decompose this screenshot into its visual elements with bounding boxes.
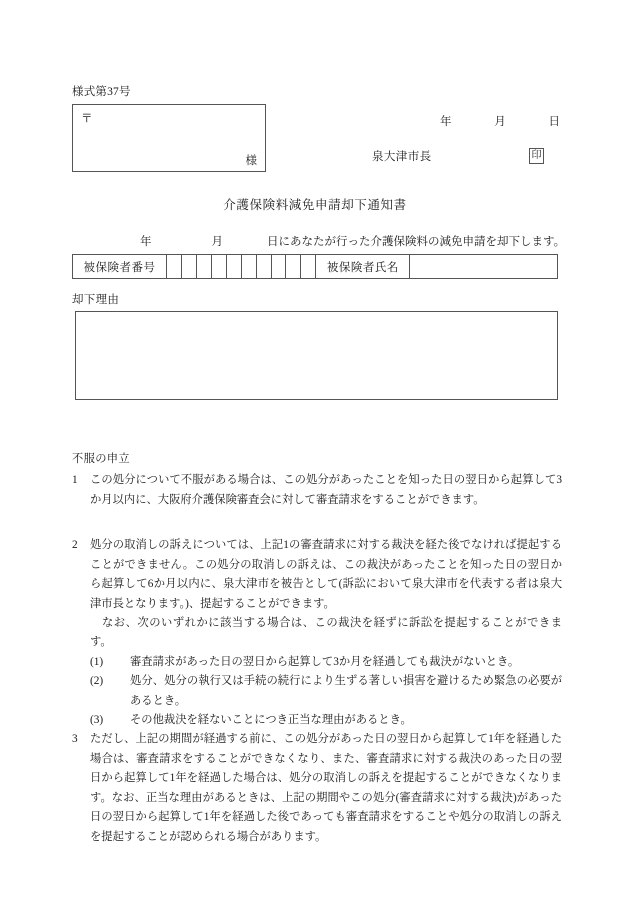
insured-number-digit-5[interactable] [226,255,241,279]
appeal-section [72,450,562,847]
issue-date-line [440,113,560,129]
postal-code-mark: 〒 [81,113,93,125]
insured-number-digit-6[interactable] [241,255,256,279]
appeal-item-2 [72,536,562,614]
issue-date-month-label: 月 [494,116,506,128]
appeal-heading: 不服の申立 [72,453,130,465]
appeal-item-1-text: この処分について不服がある場合は、この処分があったことを知った日の翌日から起算して3か月以内に、大阪府介護保険審査会に対して審査請求をすることができます。 [90,474,562,506]
seal-stamp-box: 印 [529,148,544,164]
appeal-item-2-text: 処分の取消しの訴えについては、上記1の審査請求に対する裁決を経た後でなければ提起することができません。この処分の取消しの訴えは、この裁決があったことを知った日の翌日から起算して6か月以内に、泉大津市を被告として(訴訟において泉大津市を代表する者は泉大津市長となります。)、提起することができます。 [90,539,562,610]
insured-name-value[interactable] [410,255,558,279]
list-item [72,672,562,711]
addressee-box[interactable] [72,104,266,172]
appeal-item-3-number: 3 [72,733,78,746]
insured-number-digit-3[interactable] [196,255,211,279]
exception-3-text: その他裁決を経ないことにつき正当な理由があるとき。 [130,714,412,727]
statement-line [72,233,566,249]
issue-date-year-label: 年 [440,116,452,128]
appeal-item-2-note: なお、次のいずれかに該当する場合は、この裁決を経ずに訴訟を提起することができます。 [90,616,562,649]
exception-1-number: (1) [90,655,104,668]
statement-month-label: 月 [211,236,223,248]
insured-number-digit-1[interactable] [166,255,181,279]
insured-number-digit-10[interactable] [301,255,316,279]
form-number: 様式第37号 [72,86,131,98]
rejection-reason-box[interactable] [75,311,558,400]
statement-year-label: 年 [140,236,152,248]
appeal-item-1 [72,471,562,510]
appeal-item-2-number: 2 [72,539,78,552]
appeal-item-3-text: ただし、上記の期間が経過する前に、この処分があった日の翌日から起算して1年を経過した場合は、審査請求をすることができなくなり、また、審査請求に対する裁決のあった日の翌日から起算して1年を経過した場合は、処分の取消しの訴えを提起することができなくなります。なお、正当な理由があるときは、上記の期間やこの処分(審査請求に対する裁決)があった日の翌日から起算して1年を経過した後であっても審査請求をすることや処分の取消しの訴えを提起することが認められる場合があります。 [90,733,562,843]
exception-2-number: (2) [90,675,104,688]
insured-number-digit-9[interactable] [286,255,301,279]
exception-1-text: 審査請求があった日の翌日から起算して3か月を経過しても裁決がないとき。 [130,655,520,668]
insured-name-label: 被保険者氏名 [316,255,410,279]
page-title: 介護保険料減免申請却下通知書 [223,198,407,212]
exception-3-number: (3) [90,714,104,727]
statement-text: 日にあなたが行った介護保険料の減免申請を却下します。 [267,236,566,248]
table-row [73,255,558,279]
rejection-reason-label: 却下理由 [72,294,120,306]
insured-number-digit-7[interactable] [256,255,271,279]
issuer-name: 泉大津市長 [372,151,432,163]
appeal-item-3 [72,730,562,847]
insured-person-table [72,254,558,279]
list-item [72,711,562,730]
exception-2-text: 処分、処分の執行又は手続の続行により生ずる著しい損害を避けるため緊急の必要があるとき。 [130,675,562,707]
insured-number-digit-4[interactable] [211,255,226,279]
issue-date-day-label: 日 [548,116,560,128]
insured-number-digit-2[interactable] [181,255,196,279]
list-item [72,653,562,672]
insured-number-digit-8[interactable] [271,255,286,279]
insured-number-label: 被保険者番号 [73,255,167,279]
appeal-item-1-number: 1 [72,474,78,487]
section-spacer [72,510,562,536]
appeal-exception-list [72,653,562,731]
addressee-honorific: 様 [245,155,257,167]
